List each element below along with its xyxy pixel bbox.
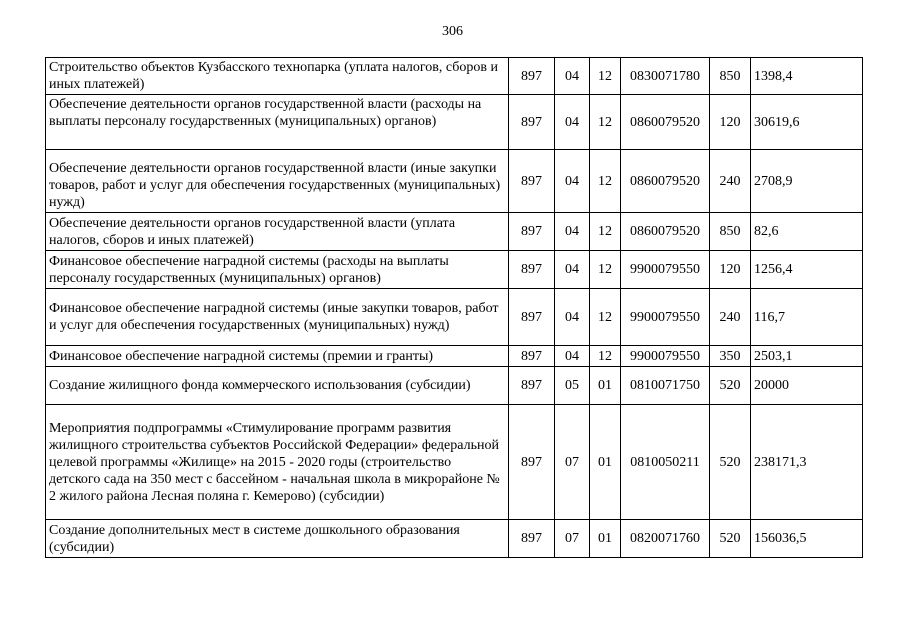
- target-article-code: 0830071780: [621, 58, 710, 95]
- table-row: [46, 213, 863, 251]
- target-article-code: 9900079550: [621, 346, 710, 367]
- target-article-code: 9900079550: [621, 251, 710, 289]
- target-article-code: 0820071760: [621, 520, 710, 558]
- expense-type-code: 120: [710, 251, 751, 289]
- section-code: 04: [555, 213, 590, 251]
- ministry-code: 897: [509, 95, 555, 150]
- expense-description: Создание жилищного фонда коммерческого использования (субсидии): [46, 367, 509, 405]
- section-code: 04: [555, 289, 590, 346]
- table-row: [46, 95, 863, 150]
- target-article-code: 0810050211: [621, 405, 710, 520]
- section-code: 04: [555, 58, 590, 95]
- target-article-code: 0860079520: [621, 95, 710, 150]
- subsection-code: 12: [590, 346, 621, 367]
- subsection-code: 12: [590, 289, 621, 346]
- expense-type-code: 120: [710, 95, 751, 150]
- expense-type-code: 520: [710, 405, 751, 520]
- amount-value: 238171,3: [751, 405, 863, 520]
- target-article-code: 0860079520: [621, 213, 710, 251]
- table-row: [46, 289, 863, 346]
- table-row: [46, 520, 863, 558]
- table-row: [46, 346, 863, 367]
- expense-description: Финансовое обеспечение наградной системы (расходы на выплаты персоналу государственных (муниципальных) органов): [46, 251, 509, 289]
- amount-value: 156036,5: [751, 520, 863, 558]
- amount-value: 2708,9: [751, 150, 863, 213]
- subsection-code: 01: [590, 405, 621, 520]
- ministry-code: 897: [509, 520, 555, 558]
- table-row: [46, 58, 863, 95]
- table-row: [46, 367, 863, 405]
- amount-value: 20000: [751, 367, 863, 405]
- amount-value: 2503,1: [751, 346, 863, 367]
- budget-table: [45, 57, 863, 558]
- amount-value: 1398,4: [751, 58, 863, 95]
- target-article-code: 0860079520: [621, 150, 710, 213]
- expense-type-code: 240: [710, 289, 751, 346]
- section-code: 04: [555, 346, 590, 367]
- target-article-code: 0810071750: [621, 367, 710, 405]
- section-code: 04: [555, 251, 590, 289]
- subsection-code: 12: [590, 58, 621, 95]
- ministry-code: 897: [509, 289, 555, 346]
- ministry-code: 897: [509, 346, 555, 367]
- section-code: 05: [555, 367, 590, 405]
- expense-type-code: 240: [710, 150, 751, 213]
- table-row: [46, 150, 863, 213]
- ministry-code: 897: [509, 405, 555, 520]
- page-number: 306: [442, 24, 463, 39]
- ministry-code: 897: [509, 367, 555, 405]
- target-article-code: 9900079550: [621, 289, 710, 346]
- ministry-code: 897: [509, 251, 555, 289]
- expense-type-code: 850: [710, 213, 751, 251]
- amount-value: 82,6: [751, 213, 863, 251]
- expense-type-code: 520: [710, 520, 751, 558]
- subsection-code: 12: [590, 95, 621, 150]
- expense-description: Финансовое обеспечение наградной системы (премии и гранты): [46, 346, 509, 367]
- amount-value: 30619,6: [751, 95, 863, 150]
- expense-description: Обеспечение деятельности органов государственной власти (иные закупки товаров, работ и услуг для обеспечения государственных (муниципальных) нужд): [46, 150, 509, 213]
- expense-type-code: 350: [710, 346, 751, 367]
- table-row: [46, 405, 863, 520]
- expense-description: Финансовое обеспечение наградной системы (иные закупки товаров, работ и услуг для обеспечения государственных (муниципальных) нужд): [46, 289, 509, 346]
- expense-type-code: 520: [710, 367, 751, 405]
- expense-type-code: 850: [710, 58, 751, 95]
- subsection-code: 12: [590, 150, 621, 213]
- expense-description: Обеспечение деятельности органов государственной власти (расходы на выплаты персоналу государственных (муниципальных) органов): [46, 95, 509, 150]
- amount-value: 1256,4: [751, 251, 863, 289]
- section-code: 07: [555, 520, 590, 558]
- section-code: 04: [555, 95, 590, 150]
- subsection-code: 01: [590, 520, 621, 558]
- ministry-code: 897: [509, 150, 555, 213]
- ministry-code: 897: [509, 58, 555, 95]
- amount-value: 116,7: [751, 289, 863, 346]
- section-code: 07: [555, 405, 590, 520]
- subsection-code: 01: [590, 367, 621, 405]
- table-row: [46, 251, 863, 289]
- subsection-code: 12: [590, 213, 621, 251]
- section-code: 04: [555, 150, 590, 213]
- ministry-code: 897: [509, 213, 555, 251]
- subsection-code: 12: [590, 251, 621, 289]
- expense-description: Мероприятия подпрограммы «Стимулирование программ развития жилищного строительства субъектов Российской Федерации» федеральной целевой программы «Жилище» на 2015 - 2020 годы (строительство детского сада на 350 мест с бассейном - начальная школа в микрорайоне № 2 жилого района Лесная поляна г. Кемерово) (субсидии): [46, 405, 509, 520]
- expense-description: Строительство объектов Кузбасского технопарка (уплата налогов, сборов и иных платежей): [46, 58, 509, 95]
- expense-description: Обеспечение деятельности органов государственной власти (уплата налогов, сборов и иных платежей): [46, 213, 509, 251]
- expense-description: Создание дополнительных мест в системе дошкольного образования (субсидии): [46, 520, 509, 558]
